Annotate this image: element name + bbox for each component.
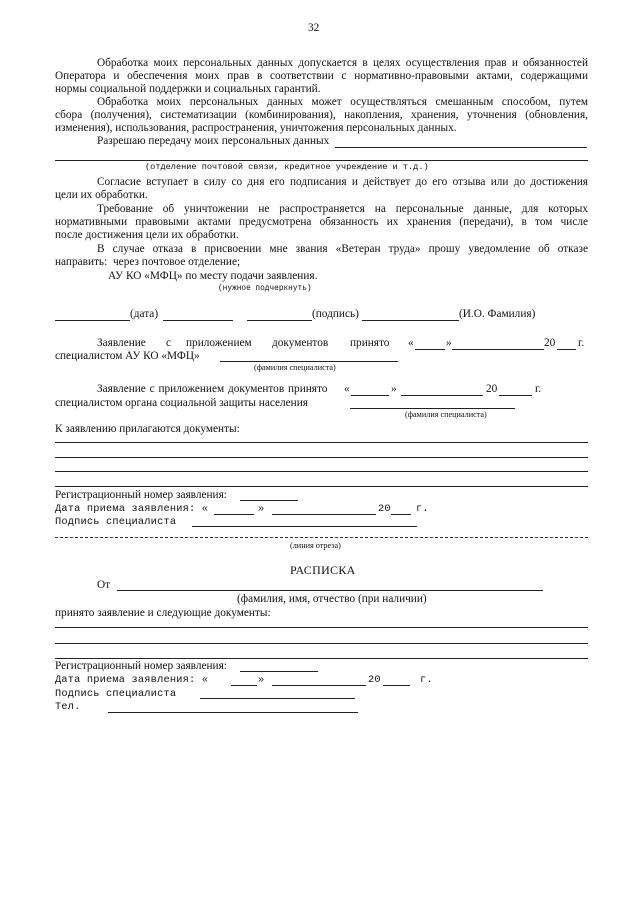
receipt-month-field[interactable] [272, 685, 366, 686]
reg1-quote-close: » [258, 503, 265, 515]
receipt-date-label: Дата приема заявления: « [55, 674, 209, 686]
social-accepted-label: Заявление с приложением документов принято [97, 383, 328, 395]
receipt-doc-line-3[interactable] [55, 658, 588, 659]
social-year-field[interactable] [499, 395, 532, 396]
receipt-from-field[interactable] [117, 590, 543, 591]
reg1-year-field[interactable] [391, 514, 411, 515]
receipt-from-hint: (фамилия, имя, отчество (при наличии) [237, 593, 427, 605]
mfc-quote-open: « [408, 337, 414, 349]
attachment-line-1[interactable] [55, 442, 588, 443]
receipt-tel-label: Тел. [55, 701, 81, 713]
cut-line-label: (линия отреза) [290, 541, 341, 550]
attachments-label: К заявлению прилагаются документы: [55, 423, 240, 435]
consent-p2-line2: сбора (получения), систематизации (комбинирования), накопления, хранения, уточнения (обновления, [55, 109, 588, 121]
receipt-sign-label: Подпись специалиста [55, 688, 177, 700]
social-quote-open: « [344, 383, 350, 395]
receipt-doc-line-2[interactable] [55, 643, 588, 644]
social-day-field[interactable] [351, 395, 389, 396]
social-specialist-hint: (фамилия специалиста) [405, 410, 487, 419]
reg1-day-field[interactable] [214, 514, 254, 515]
receipt-doc-line-1[interactable] [55, 627, 588, 628]
cut-line [55, 537, 588, 538]
receipt-year-prefix: 20 [368, 674, 381, 686]
mfc-year-suffix: г. [578, 337, 585, 349]
notify-option-post[interactable]: через почтовое отделение; [113, 256, 241, 268]
reg1-sign-field[interactable] [192, 526, 417, 527]
mfc-specialist-hint: (фамилия специалиста) [254, 363, 336, 372]
transfer-field-line2[interactable] [55, 160, 588, 161]
reg1-sign-label: Подпись специалиста [55, 516, 177, 528]
notify-option-mfc[interactable]: АУ КО «МФЦ» по месту подачи заявления. [108, 270, 318, 282]
receipt-reg-field[interactable] [240, 671, 318, 672]
attachment-line-2[interactable] [55, 457, 588, 458]
social-year-prefix: 20 [486, 383, 498, 395]
consent-p1-line2: Оператора и обеспечения моих прав в соответствии с нормативно-правовыми актами, содержащими [55, 70, 588, 82]
reg1-date-label: Дата приема заявления: « [55, 503, 209, 515]
receipt-year-suffix: г. [420, 674, 433, 686]
transfer-label: Разрешаю передачу моих персональных данных [97, 135, 330, 147]
social-specialist-label: специалистом органа социальной защиты населения [55, 397, 308, 409]
page-number: 32 [308, 22, 320, 34]
receipt-from-label: От [97, 579, 111, 591]
date-label: (дата) [130, 308, 159, 320]
transfer-hint: (отделение почтовой связи, кредитное учреждение и т.д.) [145, 162, 429, 172]
name-field[interactable] [362, 320, 459, 321]
reg1-year-suffix: г. [416, 503, 429, 515]
consent-p3-line2: цели их обработки. [55, 189, 148, 201]
mfc-quote-close: » [446, 337, 452, 349]
mfc-w2: с [166, 337, 172, 349]
transfer-field[interactable] [335, 147, 587, 148]
signature-field[interactable] [247, 320, 312, 321]
consent-p2-line3: изменения), использования, распространения, уничтожения персональных данных. [55, 122, 457, 134]
mfc-month-field[interactable] [452, 349, 544, 350]
mfc-day-field[interactable] [415, 349, 445, 350]
attachment-line-3[interactable] [55, 471, 588, 472]
social-year-suffix: г. [535, 383, 542, 395]
consent-p1-line3: нормы социальной поддержки и социальных гарантий. [55, 83, 321, 95]
receipt-year-field[interactable] [383, 685, 410, 686]
consent-p4-line2: нормативными правовыми актами предусмотрена обязанность их хранения (передачи), в том числе [55, 216, 588, 228]
social-specialist-field[interactable] [350, 408, 515, 409]
consent-p4-line3: после достижения цели их обработки. [55, 229, 239, 241]
consent-p3-line1: Согласие вступает в силу со дня его подписания и действует до его отзыва или до достижения [97, 176, 588, 188]
consent-p4-line1: Требование об уничтожении не распространяется на персональные данные, для которых [97, 203, 588, 215]
reg1-month-field[interactable] [272, 514, 376, 515]
social-month-field[interactable] [401, 395, 483, 396]
mfc-year-prefix: 20 [544, 337, 556, 349]
mfc-w5: принято [350, 337, 390, 349]
receipt-accepted-label: принято заявление и следующие документы: [55, 607, 271, 619]
date-field-tail[interactable] [163, 320, 233, 321]
receipt-tel-field[interactable] [108, 712, 358, 713]
attachment-line-4[interactable] [55, 486, 588, 487]
mfc-w1: Заявление [97, 337, 146, 349]
signature-label: (подпись) [312, 308, 359, 320]
reg1-year-prefix: 20 [378, 503, 391, 515]
mfc-w3: приложением [186, 337, 252, 349]
receipt-day-field[interactable] [231, 685, 257, 686]
consent-p2-line1: Обработка моих персональных данных может осуществляться смешанным способом, путем [97, 96, 588, 108]
date-field[interactable] [55, 320, 130, 321]
name-label: (И.О. Фамилия) [459, 308, 536, 320]
mfc-specialist-field[interactable] [220, 361, 398, 362]
receipt-title: РАСПИСКА [290, 563, 356, 577]
consent-p5-line1: В случае отказа в присвоении мне звания «Ветеран труда» прошу уведомление об отказе [97, 243, 588, 255]
notify-hint: (нужное подчеркнуть) [218, 285, 312, 293]
mfc-specialist-label: специалистом АУ КО «МФЦ» [55, 350, 200, 362]
reg1-label: Регистрационный номер заявления: [55, 489, 227, 501]
social-quote-close: » [391, 383, 397, 395]
receipt-reg-label: Регистрационный номер заявления: [55, 660, 227, 672]
mfc-w4: документов [272, 337, 329, 349]
consent-p5-direct: направить: [55, 256, 108, 268]
receipt-quote-close: » [258, 674, 265, 686]
reg1-number-field[interactable] [240, 500, 298, 501]
consent-p1-line1: Обработка моих персональных данных допускается в целях осуществления прав и обязанностей [97, 57, 588, 69]
mfc-year-field[interactable] [557, 349, 576, 350]
receipt-sign-field[interactable] [200, 698, 355, 699]
